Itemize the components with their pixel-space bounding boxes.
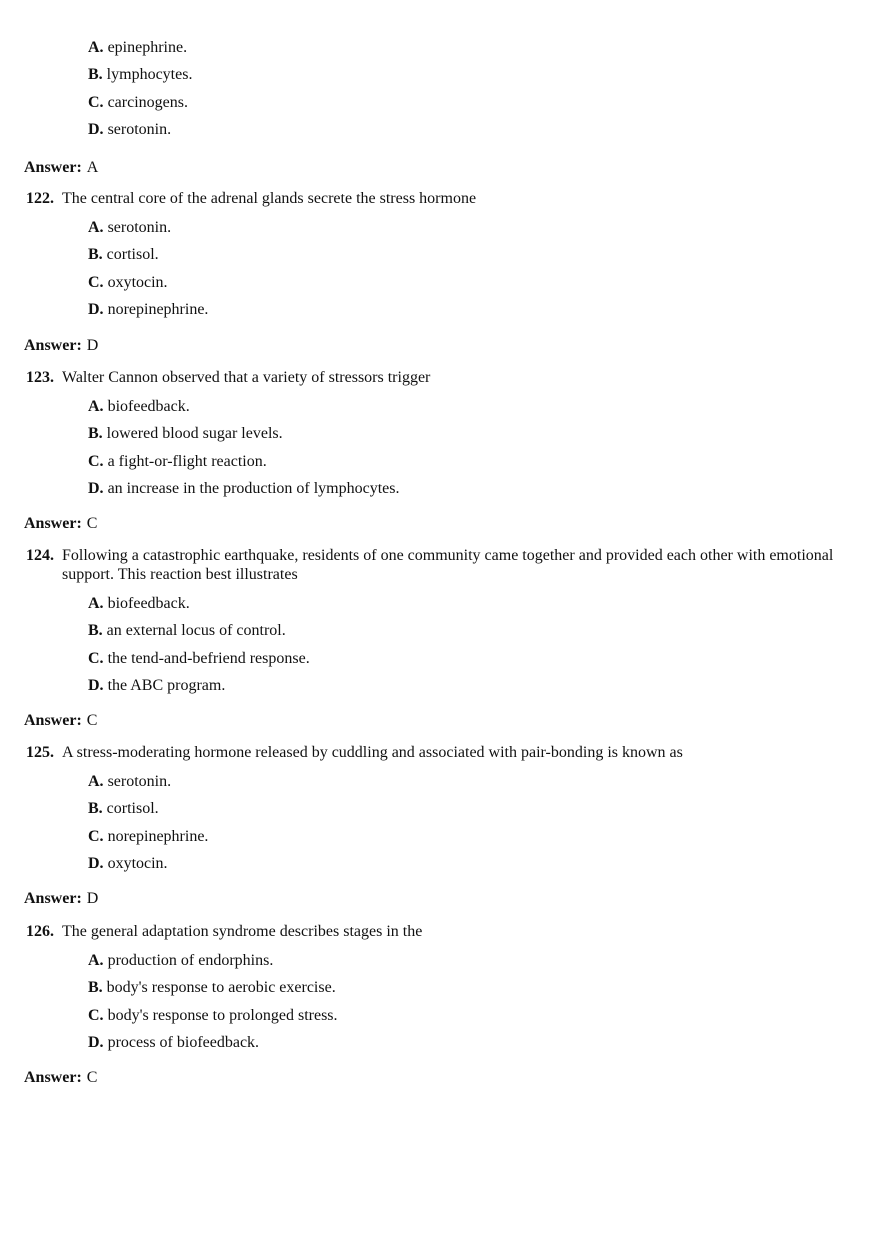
- answer-label: Answer:: [24, 337, 82, 354]
- option-letter: B.: [88, 66, 103, 84]
- question-stem: [0, 743, 880, 762]
- option-b: [0, 978, 880, 1005]
- option-text: lowered blood sugar levels.: [106, 425, 283, 443]
- answer-line: [0, 514, 880, 534]
- option-text: a fight-or-flight reaction.: [107, 452, 267, 470]
- preceding-question-options: [0, 38, 880, 147]
- option-letter: C.: [88, 273, 104, 291]
- question-number: 122.: [26, 190, 54, 207]
- answer-value: C: [86, 712, 98, 729]
- answer-label: Answer:: [24, 1069, 82, 1086]
- option-letter: B.: [88, 425, 103, 443]
- option-c: [0, 649, 880, 676]
- question-number: 124.: [26, 547, 54, 564]
- question-number: 126.: [26, 923, 54, 940]
- option-c: [0, 273, 880, 300]
- question-text: The central core of the adrenal glands secrete the stress hormone: [62, 190, 477, 207]
- answer-value: C: [86, 1069, 98, 1086]
- option-letter: A.: [88, 398, 104, 415]
- option-a: [0, 951, 880, 978]
- option-letter: C.: [88, 827, 104, 845]
- option-letter: D.: [88, 300, 104, 318]
- option-c: [0, 1006, 880, 1033]
- option-letter: D.: [88, 479, 104, 497]
- option-text: body's response to prolonged stress.: [107, 1006, 338, 1024]
- option-letter: D.: [88, 854, 104, 872]
- question-125: [0, 743, 880, 881]
- option-a: [0, 594, 880, 621]
- option-text: norepinephrine.: [107, 827, 209, 845]
- answer-line: [0, 158, 880, 178]
- option-text: the tend-and-befriend response.: [107, 649, 310, 667]
- answer-label: Answer:: [24, 159, 82, 176]
- option-text: process of biofeedback.: [107, 1033, 260, 1051]
- option-text: an external locus of control.: [106, 622, 286, 640]
- option-letter: C.: [88, 93, 104, 111]
- question-stem: [0, 922, 880, 941]
- option-b: [0, 799, 880, 826]
- option-d: [0, 300, 880, 327]
- option-d: [0, 479, 880, 506]
- question-number: 125.: [26, 744, 54, 761]
- option-d: [0, 676, 880, 703]
- option-b: [0, 65, 880, 92]
- option-d: [0, 120, 880, 147]
- question-124: [0, 546, 880, 703]
- option-text: serotonin.: [107, 120, 172, 138]
- option-a: [0, 772, 880, 799]
- answer-line: [0, 1068, 880, 1088]
- option-letter: B.: [88, 800, 103, 818]
- option-text: cortisol.: [106, 800, 159, 818]
- question-122: [0, 189, 880, 327]
- option-d: [0, 854, 880, 881]
- option-text: oxytocin.: [107, 273, 168, 291]
- option-letter: B.: [88, 622, 103, 640]
- option-letter: C.: [88, 1006, 104, 1024]
- option-text: biofeedback.: [107, 595, 190, 612]
- option-letter: A.: [88, 39, 104, 56]
- option-a: [0, 397, 880, 424]
- option-letter: D.: [88, 676, 104, 694]
- answer-label: Answer:: [24, 890, 82, 907]
- answer-value: D: [86, 890, 99, 907]
- answer-value: A: [86, 159, 99, 176]
- question-stem: [0, 189, 880, 208]
- option-text: serotonin.: [107, 219, 172, 236]
- option-c: [0, 827, 880, 854]
- option-text: serotonin.: [107, 773, 172, 790]
- option-letter: C.: [88, 452, 104, 470]
- option-a: [0, 38, 880, 65]
- option-a: [0, 218, 880, 245]
- option-letter: A.: [88, 773, 104, 790]
- question-123: [0, 368, 880, 506]
- option-d: [0, 1033, 880, 1060]
- option-letter: A.: [88, 595, 104, 612]
- option-text: epinephrine.: [107, 39, 188, 56]
- question-text: A stress-moderating hormone released by cuddling and associated with pair-bonding is known as: [62, 744, 683, 761]
- answer-line: [0, 711, 880, 731]
- question-text: Following a catastrophic earthquake, residents of one community came together and provided each other with emotional support. This reaction best illustrates: [62, 547, 834, 583]
- option-letter: A.: [88, 952, 104, 969]
- option-letter: D.: [88, 120, 104, 138]
- answer-value: C: [86, 515, 98, 532]
- option-text: body's response to aerobic exercise.: [106, 979, 336, 997]
- answer-value: D: [86, 337, 99, 354]
- option-text: oxytocin.: [107, 854, 168, 872]
- question-stem: [0, 368, 880, 387]
- option-text: carcinogens.: [107, 93, 188, 111]
- option-text: norepinephrine.: [107, 300, 209, 318]
- option-c: [0, 452, 880, 479]
- option-b: [0, 621, 880, 648]
- option-b: [0, 424, 880, 451]
- question-text: The general adaptation syndrome describes stages in the: [62, 923, 423, 940]
- question-stem: [0, 546, 880, 584]
- option-text: the ABC program.: [107, 676, 226, 694]
- option-text: an increase in the production of lymphocytes.: [107, 479, 400, 497]
- question-number: 123.: [26, 369, 54, 386]
- option-text: lymphocytes.: [106, 66, 193, 84]
- option-letter: D.: [88, 1033, 104, 1051]
- option-text: biofeedback.: [107, 398, 190, 415]
- option-text: cortisol.: [106, 246, 159, 264]
- answer-line: [0, 336, 880, 356]
- answer-label: Answer:: [24, 515, 82, 532]
- option-letter: B.: [88, 246, 103, 264]
- option-letter: C.: [88, 649, 104, 667]
- question-126: [0, 922, 880, 1060]
- question-text: Walter Cannon observed that a variety of stressors trigger: [62, 369, 431, 386]
- option-text: production of endorphins.: [107, 952, 274, 969]
- option-letter: B.: [88, 979, 103, 997]
- answer-line: [0, 889, 880, 909]
- option-letter: A.: [88, 219, 104, 236]
- option-c: [0, 93, 880, 120]
- answer-label: Answer:: [24, 712, 82, 729]
- option-b: [0, 245, 880, 272]
